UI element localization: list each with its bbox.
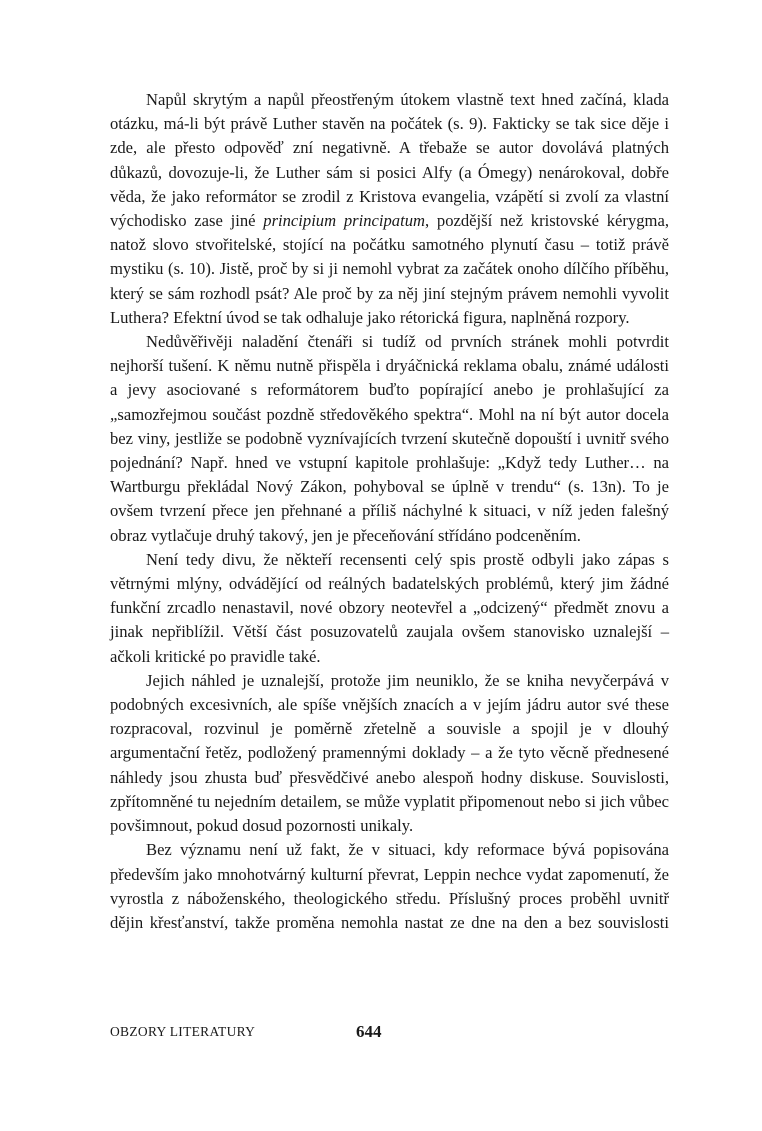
journal-title: OBZORY LITERATURY <box>110 1024 256 1039</box>
paragraph-1-text-b: , pozdější než kristovské kérygma, natož slovo stvořitelské, stojící na počátku samotného plynutí času – totiž právě mystiku (s. 10). Jistě, proč by si ji nemohl vybrat za začátek onoho dílčího příběhu, který se sám rozhodl psát? Ale proč by za něj jiní stejným právem nemohli vyvolit Luthera? Efektní úvod se tak odhaluje jako rétorická figura, naplněná rozpory. <box>110 211 669 327</box>
paragraph-4: Jejich náhled je uznalejší, protože jim neuniklo, že se kniha nevyčerpává v podobných excesivních, ale spíše vnějších znacích a v jejím jádru autor své these rozpracoval, rozvinul je poměrně zřetelně a souvisle a spojil je v dlouhý argumentační řetěz, podložený pramennými doklady – a že tyto věcně přednesené náhledy jsou zhusta buď přesvědčivé anebo alespoň hodny diskuse. Souvislosti, zpřítomněné tu nejedním detailem, se může vyplatit připomenout nebo si jich vůbec povšimnout, pokud dosud pozornosti unikaly. <box>110 670 669 836</box>
paragraph-2: Nedůvěřivěji naladění čtenáři si tudíž od prvních stránek mohli potvrdit nejhorší tušení. K němu nutně přispěla i dryáčnická reklama obalu, známé události a jevy asociované s reformátorem buďto popírající anebo je prohlašující za „samozřejmou součást pozdně středověkého spektra“. Mohl na ní být autor docela bez viny, jestliže se podobně vyznívajících tvrzení skutečně dopouští i uvnitř svého pojednání? Např. hned ve vstupní kapitole prohlašuje: „Když tedy Luther… na Wartburgu překládal Nový Zákon, pohyboval se úplně v trendu“ (s. 13n). To je ovšem tvrzení přece jen přehnané a příliš náchylné k situaci, v níž jeden falešný obraz vytlačuje druhý takový, jen je přeceňování střídáno podceněním. <box>110 332 669 545</box>
paragraph-5: Bez významu není už fakt, že v situaci, kdy reformace bývá popisována především jako mnohotvárný kulturní převrat, Leppin nechce vydat zapomenutí, že vyrostla z náboženského, theologického středu. Příslušný proces proběhl uvnitř dějin křesťanství, takže proměna nemohla nastat ze dne na den a bez souvislosti <box>110 840 669 932</box>
paragraph-1 <box>110 88 669 330</box>
article-body <box>110 88 669 935</box>
page-number: 644 <box>356 1022 382 1041</box>
paragraph-3: Není tedy divu, že někteří recensenti celý spis prostě odbyli jako zápas s větrnými mlýny, odvádějící od reálných badatelských problémů, který jim žádné funkční zrcadlo nenastavil, nové obzory neotevřel a „odcizený“ předmět znovu a jinak nepřiblížil. Větší část posuzovatelů zaujala ovšem stanovisko uznalejší – ačkoli kritické po pravidle také. <box>110 549 669 666</box>
page-footer <box>110 1024 669 1048</box>
paragraph-1-emphasis: principium principatum <box>263 211 425 231</box>
paragraph-1-text-a: Napůl skrytým a napůl přeostřeným útokem vlastně text hned začíná, klada otázku, má-li být právě Luther stavěn na počátek (s. 9). Fakticky se tak sice děje i zde, ale přesto odpověď zní negativně. A třebaže se autor dovolává platných důkazů, dovozuje-li, že Luther sám si posici Alfy (a Ómegy) nenárokoval, dobře věda, že jako reformátor se zrodil z Kristova evangelia, vzápětí si zvolí za vlastní východisko zase jiné <box>110 90 669 231</box>
